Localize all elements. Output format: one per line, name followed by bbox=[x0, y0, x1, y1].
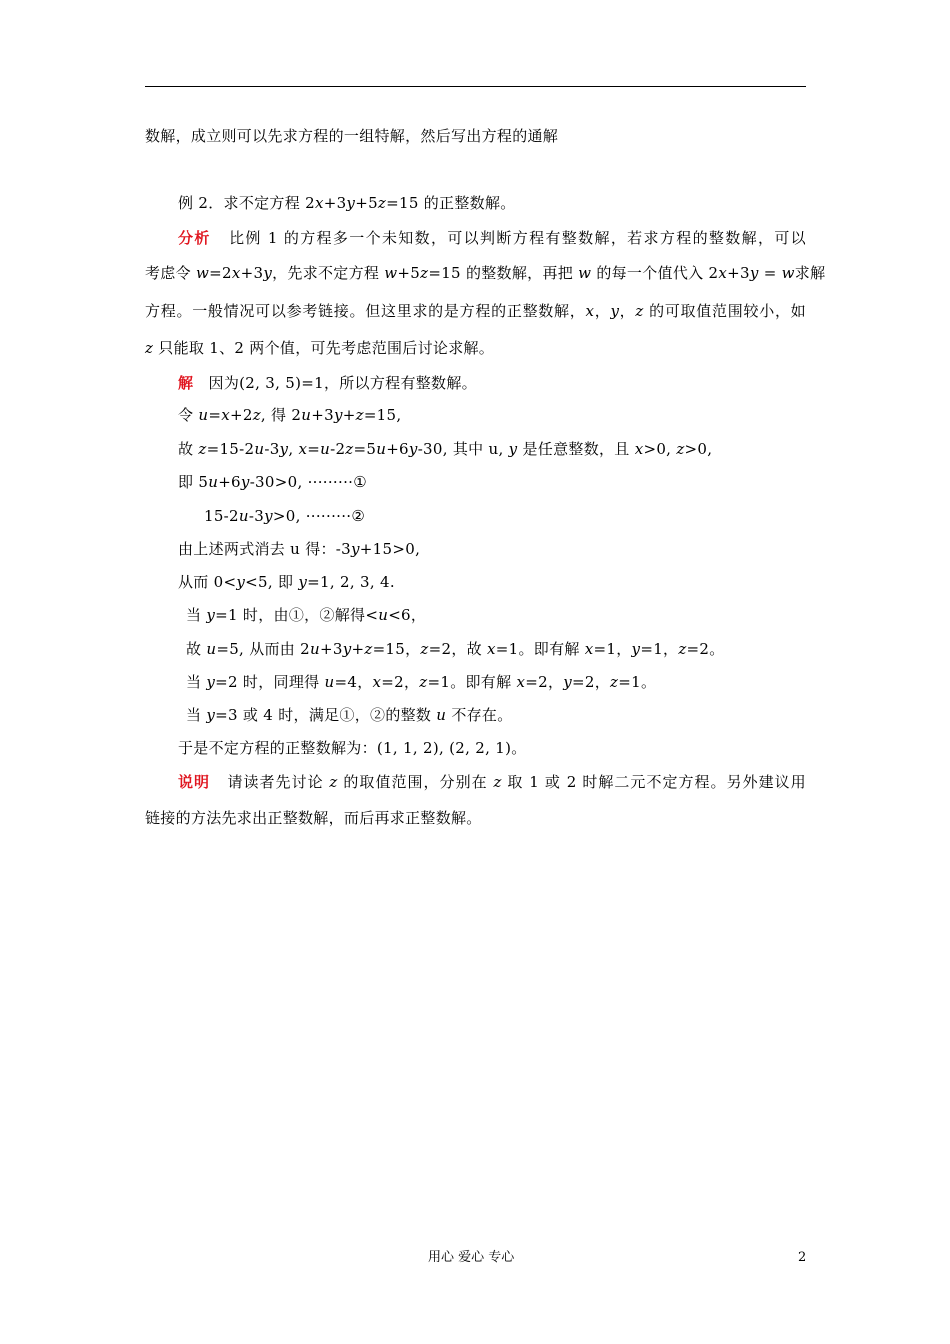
analysis-heading: 分析 bbox=[178, 229, 211, 247]
solution-line-6: 由上述两式消去 u 得：-3y+15>0, bbox=[178, 540, 421, 558]
analysis-line-1: 分析 比例 1 的方程多一个未知数，可以判断方程有整数解，若求方程的整数解，可以 bbox=[178, 229, 806, 247]
page-number: 2 bbox=[798, 1250, 807, 1265]
analysis-line-4: z 只能取 1、2 两个值，可先考虑范围后讨论求解。 bbox=[145, 339, 495, 357]
solution-line-3: 故 z=15-2u-3y, x=u-2z=5u+6y-30, 其中 u, y 是任意整数，且 x>0, z>0, bbox=[178, 440, 713, 458]
remark-line-1: 说明 请读者先讨论 z 的取值范围，分别在 z 取 1 或 2 时解二元不定方程。另外建议用 bbox=[178, 773, 806, 791]
continuation-line: 数解，成立则可以先求方程的一组特解，然后写出方程的通解 bbox=[145, 127, 559, 145]
remark-heading: 说明 bbox=[178, 773, 211, 791]
final-answer: 于是不定方程的正整数解为：(1, 1, 2), (2, 2, 1)。 bbox=[178, 739, 527, 757]
case-y2: 当 y=2 时，同理得 u=4，x=2，z=1。即有解 x=2，y=2，z=1。 bbox=[186, 673, 657, 691]
analysis-line-3: 方程。一般情况可以参考链接。但这里求的是方程的正整数解，x，y，z 的可取值范围较小，如 bbox=[145, 302, 806, 320]
inequality-1: 即 5u+6y-30>0, ·········① bbox=[178, 473, 367, 491]
solution-line-2: 令 u=x+2z, 得 2u+3y+z=15, bbox=[178, 406, 402, 424]
analysis-line-2: 考虑令 w=2x+3y，先求不定方程 w+5z=15 的整数解，再把 w 的每一个值代入 2x+3y = w求解 bbox=[145, 264, 826, 282]
case-y1: 当 y=1 时，由①，②解得<u<6， bbox=[186, 606, 427, 624]
remark-line-2: 链接的方法先求出正整数解，而后再求正整数解。 bbox=[145, 809, 482, 827]
header-rule bbox=[145, 86, 806, 87]
solution-line-1: 解 因为(2, 3, 5)=1，所以方程有整数解。 bbox=[178, 374, 477, 392]
inequality-2: 15-2u-3y>0, ·········② bbox=[204, 507, 366, 525]
solution-line-7: 从而 0<y<5, 即 y=1, 2, 3, 4. bbox=[178, 573, 395, 591]
case-y3-4: 当 y=3 或 4 时，满足①，②的整数 u 不存在。 bbox=[186, 706, 513, 724]
solution-heading: 解 bbox=[178, 374, 194, 392]
case-y1-result: 故 u=5, 从而由 2u+3y+z=15，z=2，故 x=1。即有解 x=1，y=1，z=2。 bbox=[186, 640, 725, 658]
example-2: 例 2．求不定方程 2x+3y+5z=15 的正整数解。 bbox=[178, 194, 516, 212]
footer-motto: 用心 爱心 专心 bbox=[428, 1250, 515, 1265]
